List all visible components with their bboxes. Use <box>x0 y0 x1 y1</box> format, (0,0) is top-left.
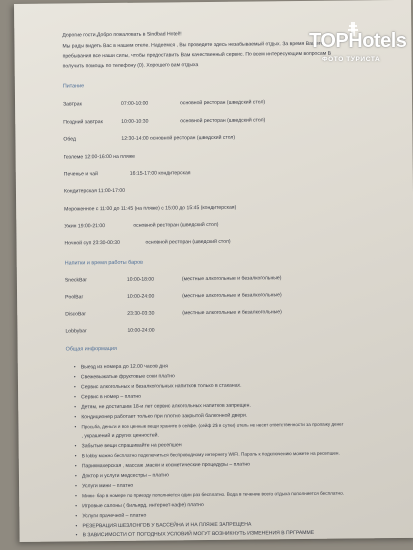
bar-hours: 10:00-24:00 <box>127 327 155 334</box>
bullet-icon: • <box>75 483 77 490</box>
info-item: В lobby можно бесплатно подключиться беспроводному интернету WIFI. Пароль к подключению можете на ресепшен. <box>81 450 340 459</box>
bullet-icon: • <box>74 394 76 401</box>
meal-place: основной ресторан (шведский стол) <box>145 238 231 246</box>
meal-label: Печенье и чай <box>63 171 98 178</box>
info-item: Услуги мини – платно <box>82 482 134 490</box>
info-item: В ЗАВИСИМОСТИ ОТ ПОГОДНЫХ УСЛОВИЙ МОГУТ ВОЗНИКНУТЬ ИЗМЕНЕНИЯ В ПРГРАММЕ <box>82 529 315 539</box>
info-sheet <box>14 0 413 542</box>
bullet-icon: • <box>74 404 77 411</box>
logo-subtitle: ФОТО ТУРИСТА <box>322 56 381 63</box>
info-item: Парикмахерская , массаж ,маски и косметические процедуры – платно <box>81 461 251 470</box>
info-item: Забытые вещи спрашивайте на ресепшен <box>81 442 182 450</box>
meal-place: основной ресторан (шведский стол) <box>133 221 219 229</box>
bullet-icon: • <box>75 532 78 539</box>
bullet-icon: • <box>74 473 77 480</box>
tophotels-watermark <box>295 20 407 78</box>
meal-label: Поздний завтрак <box>63 119 103 126</box>
bullet-icon: • <box>73 384 76 391</box>
info-item: Свежевыжатые фруктовые соки платно <box>80 373 175 381</box>
meal-time: 07:00-10:00 <box>121 100 149 107</box>
info-item: Доктор и услуги медсестры – платно <box>81 472 169 480</box>
info-item: Детям, не достигшим 18-и лет сервис алкогольных напитков запрещен. <box>81 402 251 411</box>
meal-time: 10:00-10:30 <box>121 118 149 125</box>
meal-label: Гезлеме 12:00-16:00 на пляже <box>63 153 136 161</box>
bars-heading: Напитки и время работы баров <box>64 259 144 267</box>
info-item: Сервис в номер – платно <box>81 393 142 401</box>
bar-name: SneckBar <box>64 277 88 284</box>
bullet-icon: • <box>75 513 78 520</box>
bar-name: DiscoBar <box>65 311 86 318</box>
info-item: Мини- бар в номере по приезду пополняется один раз бесплатно. Вода в течение всего отдыха пополняется бесплатно. <box>82 490 345 499</box>
bullet-icon: • <box>74 414 77 421</box>
meal-time: 16:15-17:00 кондитерская <box>129 170 191 177</box>
meals-heading: Питание <box>62 83 85 90</box>
info-item: Сервис алкогольных и безалкогольных напитков только в стаканах. <box>80 382 242 391</box>
intro-line-2: Мы рады видеть Вас в нашем отеле. Надеемся , Вы проведете здесь незабываемый отдых. За время Вашего <box>62 40 324 50</box>
bar-hours: 23:30-03:30 <box>127 310 155 317</box>
bullet-icon: • <box>74 463 77 470</box>
info-item-continued: , украшений и других ценностей. <box>81 432 159 440</box>
meal-place: основной ресторан (шведский стол) <box>180 99 266 107</box>
info-item: Просьба, деньги и все ценные вещи храните в сейфе. (сейф 2$ в сутки) отель не несет ответственности за пропажу денег <box>81 421 344 430</box>
info-item: Выезд из номера до 12.00 часов дня <box>80 363 168 371</box>
bullet-icon: • <box>74 443 77 450</box>
bar-name: PoolBar <box>65 294 84 301</box>
bullet-icon: • <box>75 523 78 530</box>
greeting-line: Дорогие гости,Добро пожаловать в Sindbad Hotel!! <box>62 31 182 39</box>
intro-line-3: пребывания все наши силы, чтобы предоставить Вам качественный сервис. По всем интересующим вопросам В <box>62 50 332 60</box>
logo-text: TOPHotels <box>309 30 407 52</box>
intro-line-4: получить помощь по телефону (0). Хорошего вам отдыха <box>62 62 199 70</box>
meal-place: основной ресторан (шведский стол) <box>180 117 266 125</box>
info-item: РЕЗЕРВАЦИЯ ШЕЗЛОНГОВ У БАССЕЙНА И НА ПЛЯЖЕ ЗАПРЕЩЕНА <box>82 521 252 530</box>
bar-name: Lobbybar <box>65 328 87 335</box>
info-item: Игровые салоны ( бильярд, интернет-кафе) платно <box>82 502 204 510</box>
meal-label: Мороженное с 11:00 до 11:45 (на пляже) с 15:00 до 15:45 (кондитерская) <box>64 204 237 213</box>
bullet-icon: • <box>75 493 77 500</box>
bullet-icon: • <box>73 364 76 371</box>
meal-label: Ужин 19:00-21:00 <box>64 223 106 230</box>
bullet-icon: • <box>74 424 77 431</box>
info-item: Кондиционер работает только при плотно закрытой балконной двери. <box>81 412 248 421</box>
meal-label: Завтрак <box>63 101 82 108</box>
bullet-icon: • <box>73 374 76 381</box>
bar-drinks: (местные алкогольные и безалкогольные) <box>182 292 282 300</box>
bar-hours: 10:00-18:00 <box>126 276 155 283</box>
general-info-heading: Общая информация <box>65 345 117 353</box>
bar-drinks: (местные алкогольные и безалкогольные) <box>182 309 282 317</box>
bar-hours: 10:00-24:00 <box>127 293 155 300</box>
meal-label: Обед <box>63 136 76 143</box>
meal-time: 12:30-14:00 основной ресторан (шведский стол) <box>121 134 236 142</box>
bullet-icon: • <box>75 503 78 510</box>
meal-label: Кондитерская 11:00-17:00 <box>63 187 126 195</box>
bar-drinks: (местные алкогольные и безалкогольные) <box>181 275 282 283</box>
meal-label: Ночной суп 23:30-00:30 <box>64 239 120 247</box>
info-item: Услуги прачечной – платно <box>82 512 147 520</box>
bullet-icon: • <box>74 453 77 460</box>
